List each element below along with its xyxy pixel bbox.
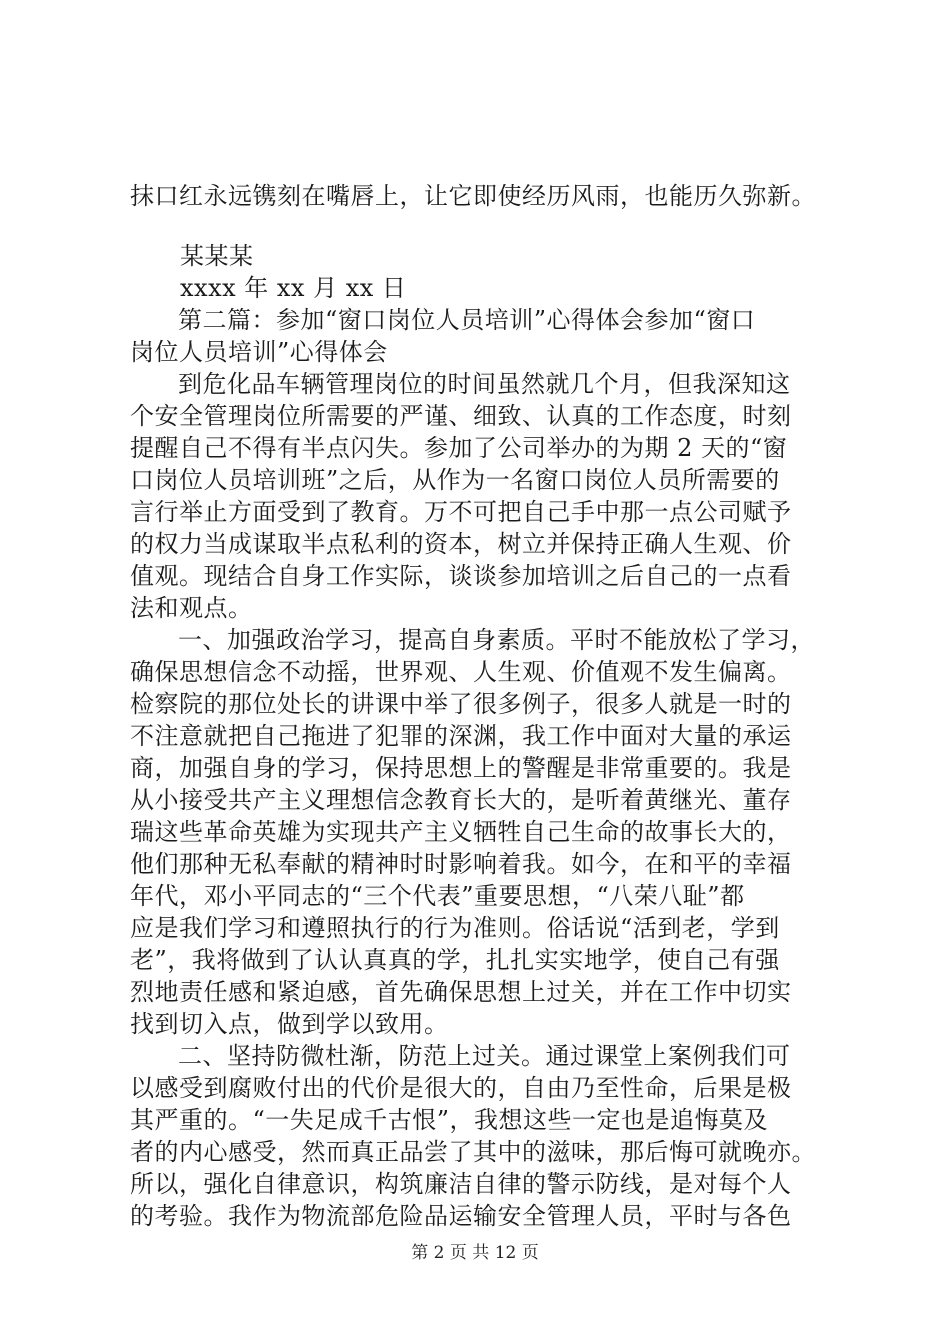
paragraph-line: 老”，我将做到了认认真真的学，扎扎实实地学，使自己有强 [130,946,780,974]
paragraph-line: 瑞这些革命英雄为实现共产主义牺牲自己生命的故事长大的， [130,818,792,846]
paragraph-line: 提醒自己不得有半点闪失。参加了公司举办的为期 2 天的“窗 [130,434,788,462]
paragraph-line: 的权力当成谋取半点私利的资本，树立并保持正确人生观、价 [130,530,792,558]
paragraph-line: 二、坚持防微杜渐，防范上过关。通过课堂上案例我们可 [178,1042,791,1070]
paragraph-line: 商，加强自身的学习，保持思想上的警醒是非常重要的。我是 [130,754,792,782]
page-number-footer: 第 2 页 共 12 页 [411,1243,539,1263]
paragraph-line: 找到切入点，做到学以致用。 [130,1010,449,1038]
paragraph-line: 以感受到腐败付出的代价是很大的，自由乃至性命，后果是极 [130,1074,792,1102]
paragraph-line: 年代，邓小平同志的“三个代表”重要思想，“八荣八耻”都 [130,882,745,910]
paragraph-line: 到危化品车辆管理岗位的时间虽然就几个月，但我深知这 [178,370,791,398]
section-heading-line-2: 岗位人员培训”心得体会 [130,338,388,366]
paragraph-line: 言行举止方面受到了教育。万不可把自己手中那一点公司赋予 [130,498,792,526]
signature-name: 某某某 [180,242,254,270]
paragraph-line: 所以，强化自律意识，构筑廉洁自律的警示防线，是对每个人 [130,1170,792,1198]
paragraph-line: 其严重的。“一失足成千古恨”，我想这些一定也是追悔莫及 [130,1106,769,1134]
paragraph-line: 从小接受共产主义理想信念教育长大的，是听着黄继光、董存 [130,786,792,814]
paragraph-line: 应是我们学习和遵照执行的行为准则。俗话说“活到老，学到 [130,914,780,942]
closing-line: 抹口红永远镌刻在嘴唇上，让它即使经历风雨，也能历久弥新。 [130,182,816,210]
paragraph-line: 确保思想信念不动摇，世界观、人生观、价值观不发生偏离。 [130,658,792,686]
paragraph-line: 的考验。我作为物流部危险品运输安全管理人员，平时与各色 [130,1202,792,1230]
paragraph-line: 个安全管理岗位所需要的严谨、细致、认真的工作态度，时刻 [130,402,792,430]
paragraph-line: 口岗位人员培训班”之后，从作为一名窗口岗位人员所需要的 [130,466,780,494]
signature-date: xxxx 年 xx 月 xx 日 [180,274,407,302]
paragraph-line: 烈地责任感和紧迫感，首先确保思想上过关，并在工作中切实 [130,978,792,1006]
paragraph-line: 他们那种无私奉献的精神时时影响着我。如今，在和平的幸福 [130,850,792,878]
section-heading-line-1: 第二篇：参加“窗口岗位人员培训”心得体会参加“窗口 [178,306,756,334]
paragraph-line: 法和观点。 [130,594,253,622]
paragraph-line: 一、加强政治学习，提高自身素质。平时不能放松了学习， [178,626,815,654]
paragraph-line: 者的内心感受，然而真正品尝了其中的滋味，那后悔可就晚亦。 [130,1138,816,1166]
paragraph-line: 检察院的那位处长的讲课中举了很多例子，很多人就是一时的 [130,690,792,718]
paragraph-line: 不注意就把自己拖进了犯罪的深渊，我工作中面对大量的承运 [130,722,792,750]
paragraph-line: 值观。现结合自身工作实际，谈谈参加培训之后自己的一点看 [130,562,792,590]
